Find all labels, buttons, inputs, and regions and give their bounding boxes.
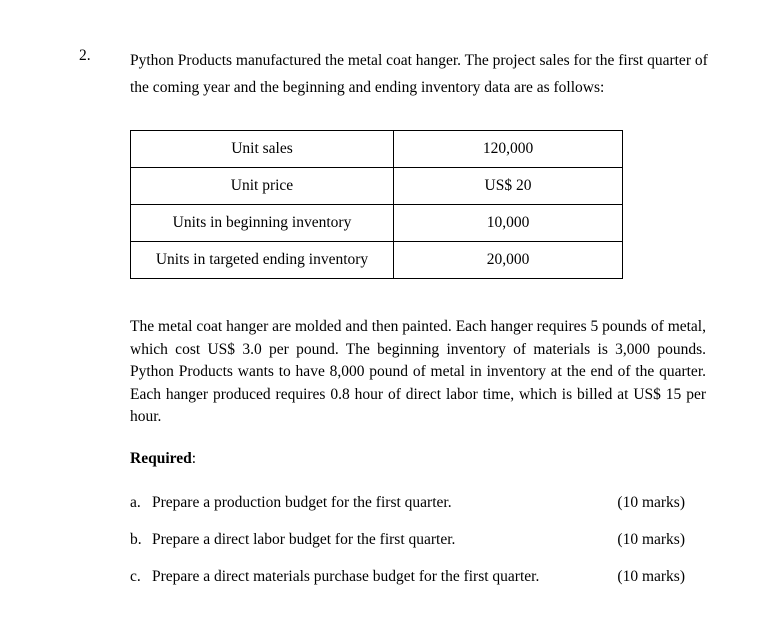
table-row [131, 205, 623, 242]
row-value: US$ 20 [394, 168, 623, 205]
row-label: Units in targeted ending inventory [131, 242, 394, 279]
question-intro: Python Products manufactured the metal coat hanger. The project sales for the first quarter of the coming year and the beginning and ending inventory data are as follows: [130, 52, 708, 96]
item-letter: a. [130, 494, 141, 511]
row-value: 10,000 [394, 205, 623, 242]
item-text: Prepare a direct labor budget for the first quarter. [152, 531, 456, 548]
required-label: Required [130, 450, 192, 467]
problem-paragraph: The metal coat hanger are molded and then painted. Each hanger requires 5 pounds of metal, which cost US$ 3.0 per pound. The beginning inventory of materials is 3,000 pounds. Python Products wants to have 8,000 pound of metal in inventory at the end of the quarter. Each hanger produced requires 0.8 hour of direct labor time, which is billed at US$ 15 per hour. [130, 318, 706, 426]
item-text: Prepare a production budget for the first quarter. [152, 494, 452, 511]
item-marks: (10 marks) [617, 531, 685, 548]
item-letter: c. [130, 568, 141, 585]
item-marks: (10 marks) [617, 494, 685, 511]
required-colon: : [191, 450, 197, 467]
table-row [131, 131, 623, 168]
row-label: Units in beginning inventory [131, 205, 394, 242]
item-marks: (10 marks) [617, 568, 685, 585]
table-row [131, 168, 623, 205]
question-number: 2. [79, 47, 91, 64]
required-heading [130, 450, 196, 468]
table-row [131, 242, 623, 279]
item-letter: b. [130, 531, 142, 548]
row-label: Unit price [131, 168, 394, 205]
item-text: Prepare a direct materials purchase budget for the first quarter. [152, 568, 540, 585]
row-value: 20,000 [394, 242, 623, 279]
row-label: Unit sales [131, 131, 394, 168]
row-value: 120,000 [394, 131, 623, 168]
inventory-data-table [130, 130, 623, 279]
